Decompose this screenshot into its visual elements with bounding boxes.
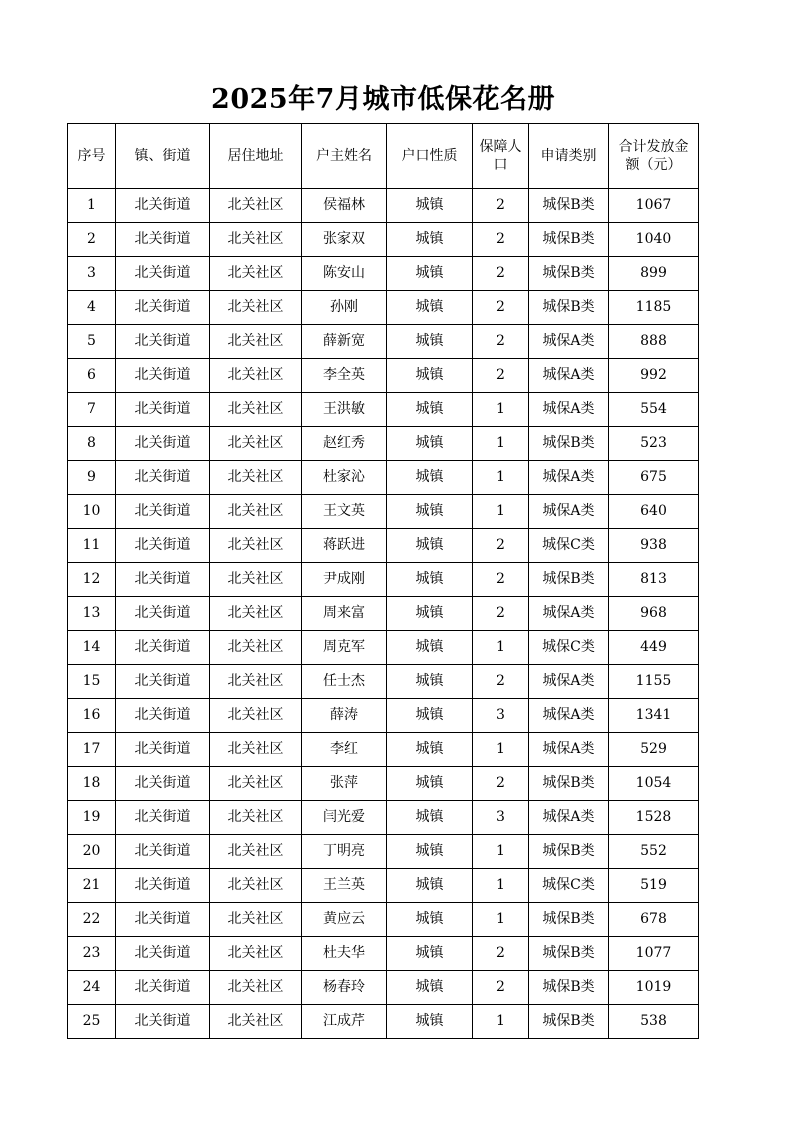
cell-town: 北关街道	[116, 869, 210, 903]
cell-householder: 李红	[302, 733, 387, 767]
header-seq: 序号	[68, 124, 116, 189]
cell-householder: 侯福林	[302, 189, 387, 223]
cell-hukou-type: 城镇	[387, 767, 473, 801]
cell-persons: 2	[473, 767, 529, 801]
cell-hukou-type: 城镇	[387, 869, 473, 903]
cell-seq: 13	[68, 597, 116, 631]
cell-persons: 2	[473, 597, 529, 631]
cell-category: 城保B类	[529, 835, 609, 869]
cell-hukou-type: 城镇	[387, 325, 473, 359]
cell-householder: 杨春玲	[302, 971, 387, 1005]
cell-category: 城保C类	[529, 869, 609, 903]
cell-householder: 王兰英	[302, 869, 387, 903]
cell-address: 北关社区	[210, 325, 302, 359]
cell-hukou-type: 城镇	[387, 733, 473, 767]
cell-town: 北关街道	[116, 1005, 210, 1039]
cell-amount: 449	[609, 631, 699, 665]
cell-address: 北关社区	[210, 393, 302, 427]
cell-householder: 张家双	[302, 223, 387, 257]
cell-address: 北关社区	[210, 597, 302, 631]
cell-seq: 7	[68, 393, 116, 427]
table-row	[68, 1005, 699, 1039]
cell-hukou-type: 城镇	[387, 189, 473, 223]
header-householder: 户主姓名	[302, 124, 387, 189]
cell-category: 城保B类	[529, 257, 609, 291]
cell-address: 北关社区	[210, 733, 302, 767]
cell-address: 北关社区	[210, 495, 302, 529]
cell-persons: 1	[473, 835, 529, 869]
cell-town: 北关街道	[116, 801, 210, 835]
header-hukou-type: 户口性质	[387, 124, 473, 189]
cell-category: 城保B类	[529, 189, 609, 223]
table-row	[68, 971, 699, 1005]
cell-address: 北关社区	[210, 699, 302, 733]
cell-town: 北关街道	[116, 835, 210, 869]
cell-persons: 1	[473, 631, 529, 665]
cell-householder: 赵红秀	[302, 427, 387, 461]
cell-address: 北关社区	[210, 835, 302, 869]
cell-persons: 1	[473, 903, 529, 937]
cell-householder: 丁明亮	[302, 835, 387, 869]
cell-town: 北关街道	[116, 631, 210, 665]
cell-hukou-type: 城镇	[387, 631, 473, 665]
cell-persons: 1	[473, 461, 529, 495]
cell-town: 北关街道	[116, 189, 210, 223]
cell-town: 北关街道	[116, 733, 210, 767]
table-row	[68, 325, 699, 359]
cell-town: 北关街道	[116, 359, 210, 393]
cell-persons: 1	[473, 869, 529, 903]
cell-hukou-type: 城镇	[387, 461, 473, 495]
cell-hukou-type: 城镇	[387, 903, 473, 937]
cell-persons: 2	[473, 189, 529, 223]
cell-seq: 24	[68, 971, 116, 1005]
cell-amount: 1155	[609, 665, 699, 699]
cell-seq: 23	[68, 937, 116, 971]
cell-seq: 6	[68, 359, 116, 393]
cell-amount: 968	[609, 597, 699, 631]
cell-persons: 3	[473, 801, 529, 835]
cell-town: 北关街道	[116, 767, 210, 801]
cell-address: 北关社区	[210, 189, 302, 223]
cell-amount: 1077	[609, 937, 699, 971]
table-row	[68, 937, 699, 971]
cell-amount: 675	[609, 461, 699, 495]
cell-seq: 16	[68, 699, 116, 733]
cell-amount: 519	[609, 869, 699, 903]
cell-category: 城保A类	[529, 733, 609, 767]
cell-householder: 李全英	[302, 359, 387, 393]
cell-seq: 9	[68, 461, 116, 495]
cell-seq: 2	[68, 223, 116, 257]
cell-town: 北关街道	[116, 699, 210, 733]
cell-householder: 孙刚	[302, 291, 387, 325]
cell-town: 北关街道	[116, 563, 210, 597]
cell-amount: 992	[609, 359, 699, 393]
cell-town: 北关街道	[116, 495, 210, 529]
cell-hukou-type: 城镇	[387, 971, 473, 1005]
cell-town: 北关街道	[116, 427, 210, 461]
cell-hukou-type: 城镇	[387, 529, 473, 563]
cell-seq: 20	[68, 835, 116, 869]
table-header-row	[68, 124, 699, 189]
cell-hukou-type: 城镇	[387, 835, 473, 869]
table-row	[68, 495, 699, 529]
cell-category: 城保B类	[529, 903, 609, 937]
cell-hukou-type: 城镇	[387, 495, 473, 529]
table-row	[68, 223, 699, 257]
cell-address: 北关社区	[210, 461, 302, 495]
cell-address: 北关社区	[210, 971, 302, 1005]
cell-amount: 523	[609, 427, 699, 461]
cell-persons: 2	[473, 291, 529, 325]
cell-town: 北关街道	[116, 223, 210, 257]
cell-address: 北关社区	[210, 665, 302, 699]
cell-address: 北关社区	[210, 767, 302, 801]
cell-address: 北关社区	[210, 631, 302, 665]
cell-seq: 25	[68, 1005, 116, 1039]
cell-amount: 1054	[609, 767, 699, 801]
cell-seq: 3	[68, 257, 116, 291]
cell-householder: 陈安山	[302, 257, 387, 291]
cell-householder: 黄应云	[302, 903, 387, 937]
cell-householder: 薛新宽	[302, 325, 387, 359]
roster-table	[67, 123, 699, 1039]
cell-persons: 2	[473, 325, 529, 359]
cell-seq: 12	[68, 563, 116, 597]
cell-hukou-type: 城镇	[387, 937, 473, 971]
table-row	[68, 461, 699, 495]
cell-category: 城保A类	[529, 495, 609, 529]
cell-address: 北关社区	[210, 359, 302, 393]
cell-householder: 蒋跃进	[302, 529, 387, 563]
cell-householder: 闫光爱	[302, 801, 387, 835]
cell-householder: 杜家沁	[302, 461, 387, 495]
cell-amount: 678	[609, 903, 699, 937]
header-category: 申请类别	[529, 124, 609, 189]
cell-persons: 2	[473, 223, 529, 257]
cell-amount: 938	[609, 529, 699, 563]
cell-seq: 11	[68, 529, 116, 563]
cell-amount: 813	[609, 563, 699, 597]
cell-householder: 王洪敏	[302, 393, 387, 427]
cell-hukou-type: 城镇	[387, 359, 473, 393]
cell-persons: 2	[473, 665, 529, 699]
table-body	[68, 189, 699, 1039]
header-persons: 保障人口	[473, 124, 529, 189]
table-row	[68, 257, 699, 291]
cell-amount: 899	[609, 257, 699, 291]
cell-hukou-type: 城镇	[387, 427, 473, 461]
cell-category: 城保B类	[529, 291, 609, 325]
cell-category: 城保A类	[529, 699, 609, 733]
cell-householder: 杜夫华	[302, 937, 387, 971]
cell-category: 城保B类	[529, 971, 609, 1005]
cell-town: 北关街道	[116, 461, 210, 495]
cell-amount: 552	[609, 835, 699, 869]
cell-town: 北关街道	[116, 665, 210, 699]
cell-hukou-type: 城镇	[387, 257, 473, 291]
cell-seq: 5	[68, 325, 116, 359]
table-row	[68, 359, 699, 393]
table-row	[68, 529, 699, 563]
cell-category: 城保B类	[529, 427, 609, 461]
cell-hukou-type: 城镇	[387, 597, 473, 631]
cell-town: 北关街道	[116, 903, 210, 937]
cell-amount: 554	[609, 393, 699, 427]
table-row	[68, 665, 699, 699]
table-row	[68, 699, 699, 733]
cell-category: 城保B类	[529, 937, 609, 971]
cell-town: 北关街道	[116, 291, 210, 325]
cell-householder: 周来富	[302, 597, 387, 631]
table-row	[68, 291, 699, 325]
cell-persons: 2	[473, 257, 529, 291]
cell-amount: 1185	[609, 291, 699, 325]
cell-amount: 1040	[609, 223, 699, 257]
cell-address: 北关社区	[210, 1005, 302, 1039]
cell-householder: 王文英	[302, 495, 387, 529]
cell-persons: 2	[473, 529, 529, 563]
cell-persons: 1	[473, 1005, 529, 1039]
cell-amount: 529	[609, 733, 699, 767]
table-row	[68, 427, 699, 461]
cell-seq: 18	[68, 767, 116, 801]
cell-amount: 640	[609, 495, 699, 529]
cell-category: 城保B类	[529, 1005, 609, 1039]
cell-persons: 1	[473, 427, 529, 461]
cell-town: 北关街道	[116, 325, 210, 359]
cell-address: 北关社区	[210, 563, 302, 597]
cell-persons: 2	[473, 563, 529, 597]
cell-persons: 1	[473, 495, 529, 529]
cell-persons: 1	[473, 393, 529, 427]
page-title: 2025年7月城市低保花名册	[211, 84, 555, 115]
cell-amount: 1528	[609, 801, 699, 835]
cell-address: 北关社区	[210, 801, 302, 835]
header-town: 镇、街道	[116, 124, 210, 189]
cell-seq: 14	[68, 631, 116, 665]
cell-address: 北关社区	[210, 291, 302, 325]
cell-householder: 尹成刚	[302, 563, 387, 597]
cell-seq: 19	[68, 801, 116, 835]
cell-town: 北关街道	[116, 529, 210, 563]
cell-hukou-type: 城镇	[387, 223, 473, 257]
cell-hukou-type: 城镇	[387, 563, 473, 597]
table-row	[68, 869, 699, 903]
cell-seq: 1	[68, 189, 116, 223]
cell-hukou-type: 城镇	[387, 291, 473, 325]
cell-category: 城保A类	[529, 801, 609, 835]
cell-address: 北关社区	[210, 427, 302, 461]
cell-hukou-type: 城镇	[387, 801, 473, 835]
cell-seq: 8	[68, 427, 116, 461]
cell-town: 北关街道	[116, 393, 210, 427]
header-amount: 合计发放金额（元）	[609, 124, 699, 189]
cell-householder: 江成芹	[302, 1005, 387, 1039]
cell-seq: 15	[68, 665, 116, 699]
table-row	[68, 189, 699, 223]
cell-category: 城保C类	[529, 529, 609, 563]
cell-category: 城保A类	[529, 393, 609, 427]
cell-town: 北关街道	[116, 937, 210, 971]
cell-amount: 1341	[609, 699, 699, 733]
cell-town: 北关街道	[116, 971, 210, 1005]
cell-category: 城保C类	[529, 631, 609, 665]
cell-householder: 薛涛	[302, 699, 387, 733]
cell-persons: 2	[473, 971, 529, 1005]
cell-category: 城保A类	[529, 359, 609, 393]
cell-address: 北关社区	[210, 937, 302, 971]
cell-category: 城保A类	[529, 665, 609, 699]
table-row	[68, 631, 699, 665]
cell-householder: 任士杰	[302, 665, 387, 699]
cell-amount: 1067	[609, 189, 699, 223]
table-row	[68, 835, 699, 869]
cell-category: 城保A类	[529, 325, 609, 359]
cell-seq: 10	[68, 495, 116, 529]
cell-amount: 538	[609, 1005, 699, 1039]
cell-address: 北关社区	[210, 529, 302, 563]
cell-amount: 1019	[609, 971, 699, 1005]
cell-category: 城保A类	[529, 597, 609, 631]
table-row	[68, 563, 699, 597]
cell-persons: 2	[473, 359, 529, 393]
cell-town: 北关街道	[116, 597, 210, 631]
cell-category: 城保A类	[529, 461, 609, 495]
cell-hukou-type: 城镇	[387, 393, 473, 427]
table-row	[68, 597, 699, 631]
cell-householder: 张萍	[302, 767, 387, 801]
cell-persons: 1	[473, 733, 529, 767]
cell-seq: 22	[68, 903, 116, 937]
header-address: 居住地址	[210, 124, 302, 189]
cell-seq: 21	[68, 869, 116, 903]
cell-address: 北关社区	[210, 223, 302, 257]
cell-persons: 3	[473, 699, 529, 733]
table-row	[68, 393, 699, 427]
cell-hukou-type: 城镇	[387, 699, 473, 733]
table-row	[68, 903, 699, 937]
cell-address: 北关社区	[210, 869, 302, 903]
cell-amount: 888	[609, 325, 699, 359]
cell-town: 北关街道	[116, 257, 210, 291]
cell-address: 北关社区	[210, 257, 302, 291]
cell-category: 城保B类	[529, 223, 609, 257]
cell-category: 城保B类	[529, 563, 609, 597]
table-row	[68, 767, 699, 801]
table-row	[68, 801, 699, 835]
cell-persons: 2	[473, 937, 529, 971]
cell-householder: 周克军	[302, 631, 387, 665]
cell-category: 城保B类	[529, 767, 609, 801]
cell-address: 北关社区	[210, 903, 302, 937]
table-row	[68, 733, 699, 767]
cell-hukou-type: 城镇	[387, 665, 473, 699]
cell-seq: 17	[68, 733, 116, 767]
cell-seq: 4	[68, 291, 116, 325]
cell-hukou-type: 城镇	[387, 1005, 473, 1039]
